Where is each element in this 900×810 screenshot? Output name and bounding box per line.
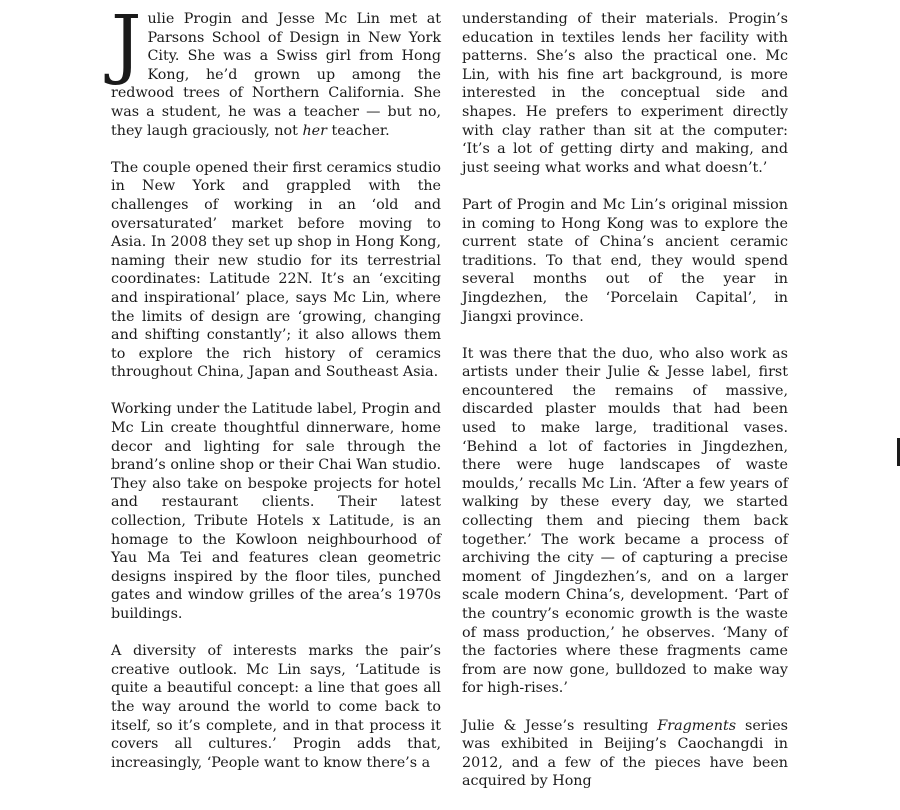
drop-cap: J xyxy=(111,0,142,87)
right-column xyxy=(462,10,788,810)
fragments-title: Fragments xyxy=(657,717,737,734)
paragraph-intro xyxy=(111,0,441,140)
paragraph-latitude-label: Working under the Latitude label, Progin and Mc Lin create thoughtful dinnerware, home decor and lighting for sale through the brand’s online shop or their Chai Wan studio. They also take on bespoke projects for hotel and restaurant clients. Their latest collection, Tribute Hotels x Latitude, is an homage to the Kowloon neighbourhood of Yau Ma Tei and features clean geometric designs inspired by the floor tiles, punched gates and window grilles of the area’s 1970s buildings. xyxy=(111,401,441,622)
paragraph-moulds: It was there that the duo, who also work as artists under their Julie & Jesse label, first encountered the remains of massive, discarded plaster moulds that had been used to make large, traditional vases. ‘Behind a lot of factories in Jingdezhen, there were huge landscapes of waste moulds,’ recalls Mc Lin. ‘After a few years of walking by these every day, we started collecting them and piecing them back together.’ The work became a process of archiving the city — of capturing a precise moment of Jingdezhen’s, and on a larger scale modern China’s, development. ‘Part of the country’s economic growth is the waste of mass production,’ he observes. ‘Many of the factories where these fragments came from are now gone, bulldozed to make way for high-rises.’ xyxy=(462,345,788,697)
fragments-text-b: series was exhibited in Beijing’s Caochangdi in 2012, and a few of the pieces have been acquired by Hong xyxy=(462,717,788,790)
intro-text-b: teacher. xyxy=(326,122,390,139)
intro-text-a: ulie Progin and Jesse Mc Lin met at Parsons School of Design in New York City. She was a Swiss girl from Hong Kong, he’d grown up among the redwood trees of Northern California. She was a student, he was a teacher — but no, they laugh graciously, not xyxy=(111,11,441,139)
paragraph-materials: understanding of their materials. Progin’s education in textiles lends her facility with patterns. She’s also the practical one. Mc Lin, with his fine art background, is more interested in the conceptual side and shapes. He prefers to experiment directly with clay rather than sit at the computer: ‘It’s a lot of getting dirty and making, and just seeing what works and what doesn’t.’ xyxy=(462,11,788,176)
fragments-text-a: Julie & Jesse’s resulting xyxy=(462,717,658,734)
intro-emphasis: her xyxy=(302,122,327,139)
left-column xyxy=(111,0,441,791)
paragraph-fragments xyxy=(462,717,788,791)
paragraph-mission: Part of Progin and Mc Lin’s original mission in coming to Hong Kong was to explore the current state of China’s ancient ceramic traditions. To that end, they would spend several months out of the year in Jingdezhen, the ‘Porcelain Capital’, in Jiangxi province. xyxy=(462,196,788,325)
paragraph-interests: A diversity of interests marks the pair’s creative outlook. Mc Lin says, ‘Latitude is quite a beautiful concept: a line that goes all the way around the world to come back to itself, so it’s complete, and in that process it covers all cultures.’ Progin adds that, increasingly, ‘People want to know there’s a xyxy=(111,643,441,771)
paragraph-studio: The couple opened their first ceramics studio in New York and grappled with the challenges of working in an ‘old and oversaturated’ market before moving to Asia. In 2008 they set up shop in Hong Kong, naming their new studio for its terrestrial coordinates: Latitude 22N. It’s an ‘exciting and inspirational’ place, says Mc Lin, where the limits of design are ‘growing, changing and shifting constantly’; it also allows them to explore the rich history of ceramics throughout China, Japan and Southeast Asia. xyxy=(111,159,441,381)
